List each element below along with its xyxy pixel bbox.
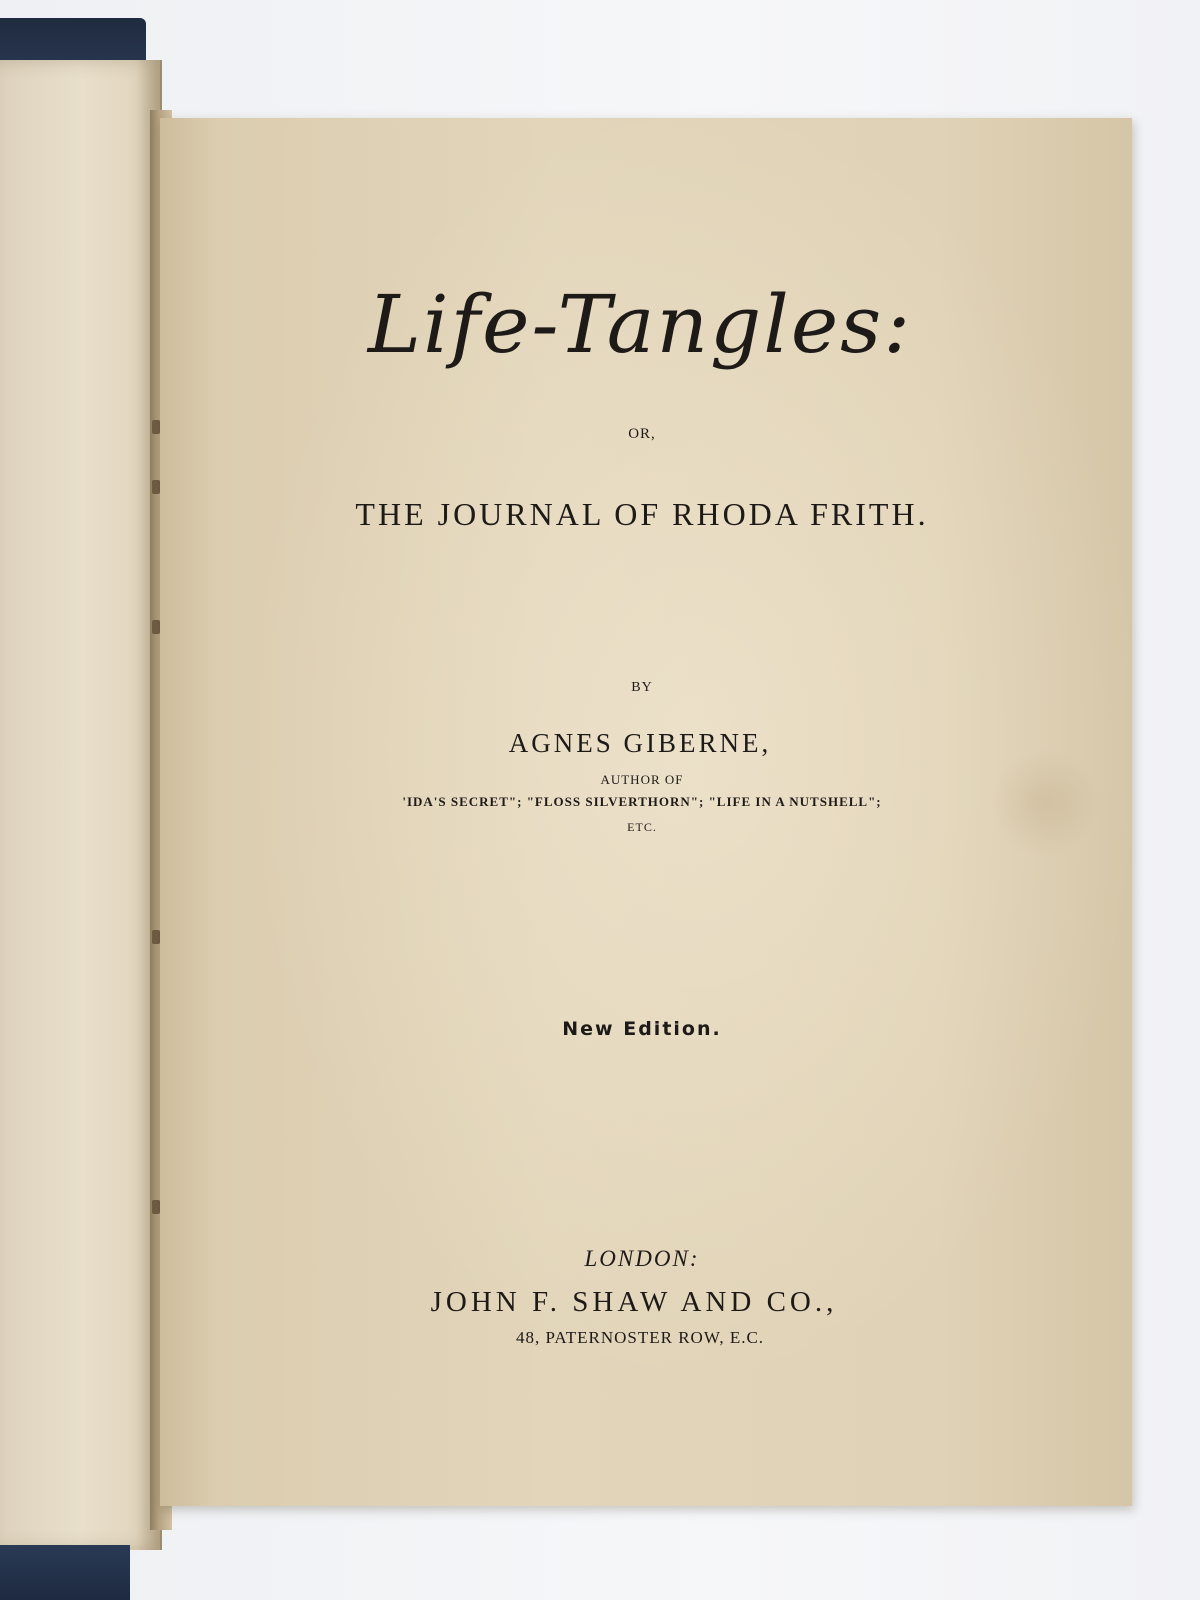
binding-stitch xyxy=(152,1200,160,1214)
binding-stitch xyxy=(152,930,160,944)
title-page xyxy=(160,118,1132,1506)
title-conjunction: OR, xyxy=(628,426,656,442)
edition-label: New Edition. xyxy=(562,1018,722,1040)
author-of-label: AUTHOR OF xyxy=(600,772,684,787)
binding-stitch xyxy=(152,620,160,634)
publication-place: LONDON: xyxy=(584,1246,700,1271)
by-line: BY xyxy=(631,680,653,695)
publisher-name: JOHN F. SHAW AND CO., xyxy=(430,1286,838,1318)
publisher-address: 48, PATERNOSTER ROW, E.C. xyxy=(515,1328,765,1347)
book-subtitle: THE JOURNAL OF RHODA FRITH. xyxy=(355,496,929,532)
left-page xyxy=(0,60,162,1550)
author-works: 'IDA'S SECRET"; "FLOSS SILVERTHORN"; "LIFE IN A NUTSHELL"; xyxy=(402,794,882,809)
works-etc: ETC. xyxy=(627,820,657,834)
author-name: AGNES GIBERNE, xyxy=(508,728,772,758)
book-cover-bottom xyxy=(0,1545,130,1600)
book-title: Life-Tangles: xyxy=(367,278,913,371)
binding-stitch xyxy=(152,480,160,494)
